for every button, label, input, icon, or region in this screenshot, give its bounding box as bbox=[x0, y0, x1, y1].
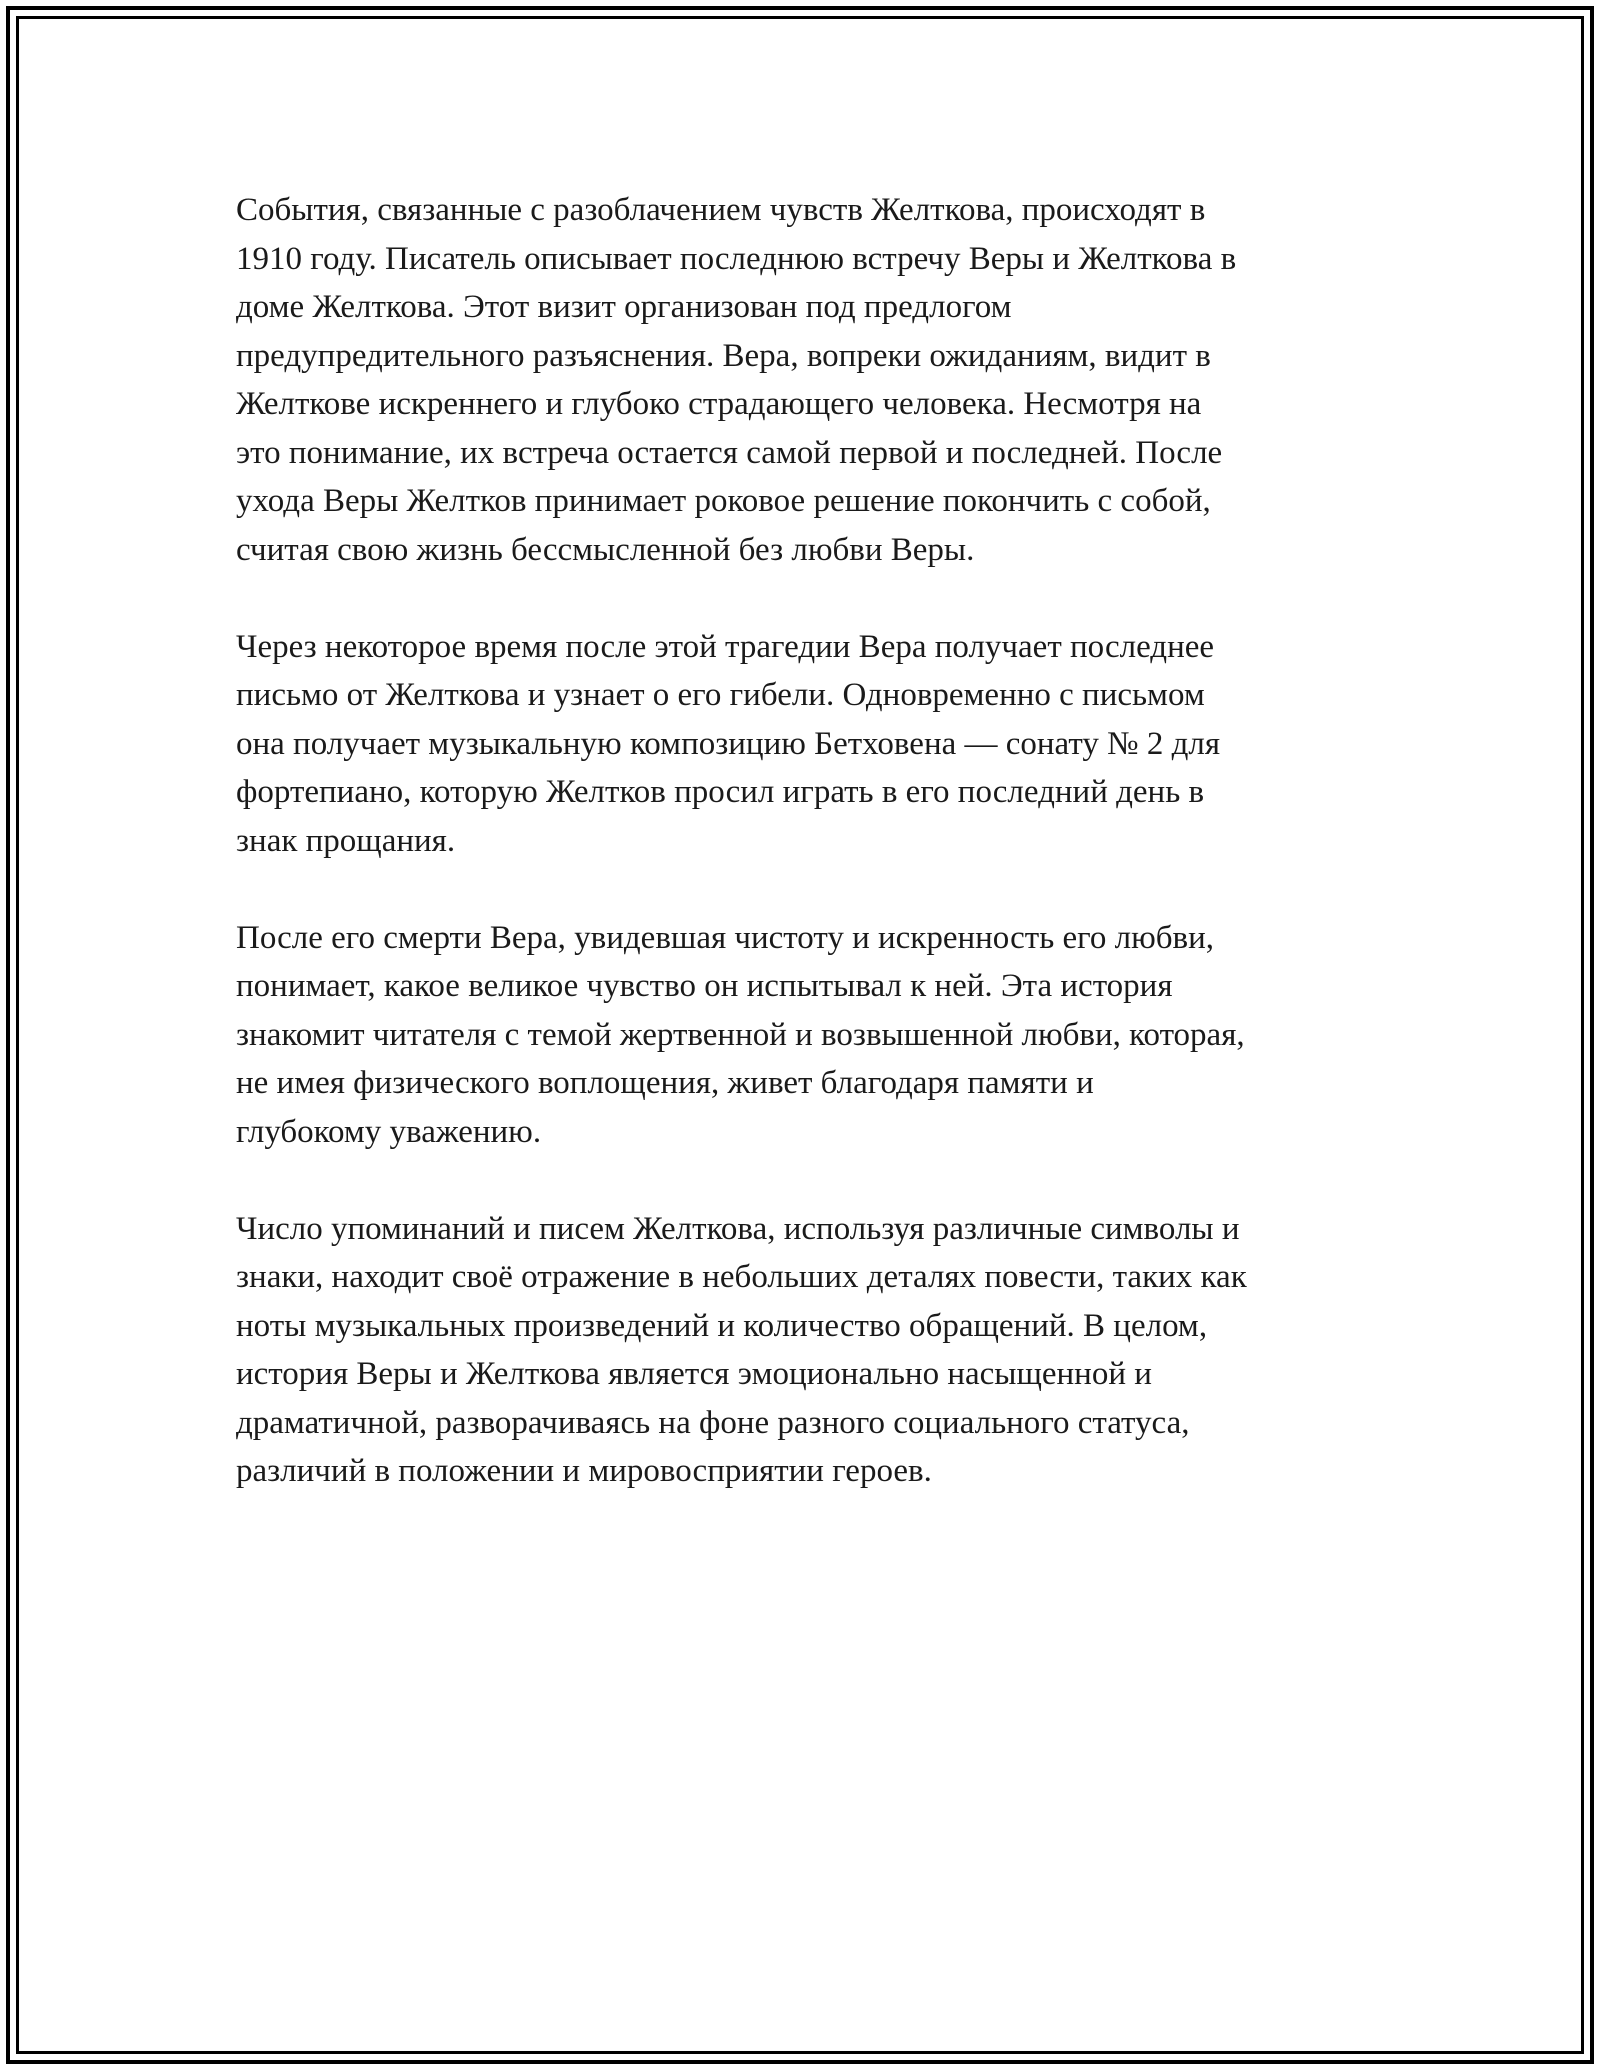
text-line: ухода Веры Желтков принимает роковое решение покончить с собой, bbox=[236, 483, 1211, 519]
text-line: считая свою жизнь бессмысленной без любви Веры. bbox=[236, 531, 975, 568]
text-line: 1910 году. Писатель описывает последнюю встречу Веры и Желткова в bbox=[236, 240, 1237, 277]
text-line: знакомит читателя с темой жертвенной и возвышенной любви, которая, bbox=[236, 1016, 1245, 1053]
text-line: Через некоторое время после этой трагедии Вера получает последнее bbox=[236, 628, 1215, 665]
text-line: драматичной, разворачиваясь на фоне разного социального статуса, bbox=[236, 1404, 1190, 1441]
text-line: Число упоминаний и писем Желткова, используя различные символы и bbox=[236, 1210, 1240, 1247]
paragraph-3 bbox=[236, 914, 1386, 1157]
text-line: фортепиано, которую Желтков просил играть в его последний день в bbox=[236, 774, 1205, 810]
text-line: различий в положении и мировосприятии героев. bbox=[236, 1453, 932, 1489]
text-line: События, связанные с разоблачением чувств Желткова, происходят в bbox=[236, 192, 1206, 228]
text-line: знак прощания. bbox=[236, 822, 456, 859]
text-line: понимает, какое великое чувство он испытывал к ней. Эта история bbox=[236, 968, 1173, 1004]
document-body bbox=[236, 186, 1386, 1544]
text-line: знаки, находит своё отражение в небольших деталях повести, таких как bbox=[236, 1259, 1247, 1295]
text-line: После его смерти Вера, увидевшая чистоту и искренность его любви, bbox=[236, 919, 1215, 956]
paragraph-2 bbox=[236, 623, 1386, 866]
text-line: ноты музыкальных произведений и количество обращений. В целом, bbox=[236, 1307, 1208, 1344]
text-line: это понимание, их встреча остается самой первой и последней. После bbox=[236, 434, 1223, 471]
paragraph-4 bbox=[236, 1205, 1386, 1496]
text-line: письмо от Желткова и узнает о его гибели. Одновременно с письмом bbox=[236, 677, 1205, 713]
text-line: глубокому уважению. bbox=[236, 1113, 542, 1150]
text-line: история Веры и Желткова является эмоционально насыщенной и bbox=[236, 1356, 1152, 1392]
text-line: Желткове искреннего и глубоко страдающего человека. Несмотря на bbox=[236, 386, 1202, 422]
text-line: она получает музыкальную композицию Бетховена — сонату № 2 для bbox=[236, 725, 1221, 762]
text-line: доме Желткова. Этот визит организован под предлогом bbox=[236, 289, 1012, 325]
text-line: предупредительного разъяснения. Вера, вопреки ожиданиям, видит в bbox=[236, 337, 1211, 374]
paragraph-1 bbox=[236, 186, 1386, 574]
text-line: не имея физического воплощения, живет благодаря памяти и bbox=[236, 1065, 1094, 1101]
